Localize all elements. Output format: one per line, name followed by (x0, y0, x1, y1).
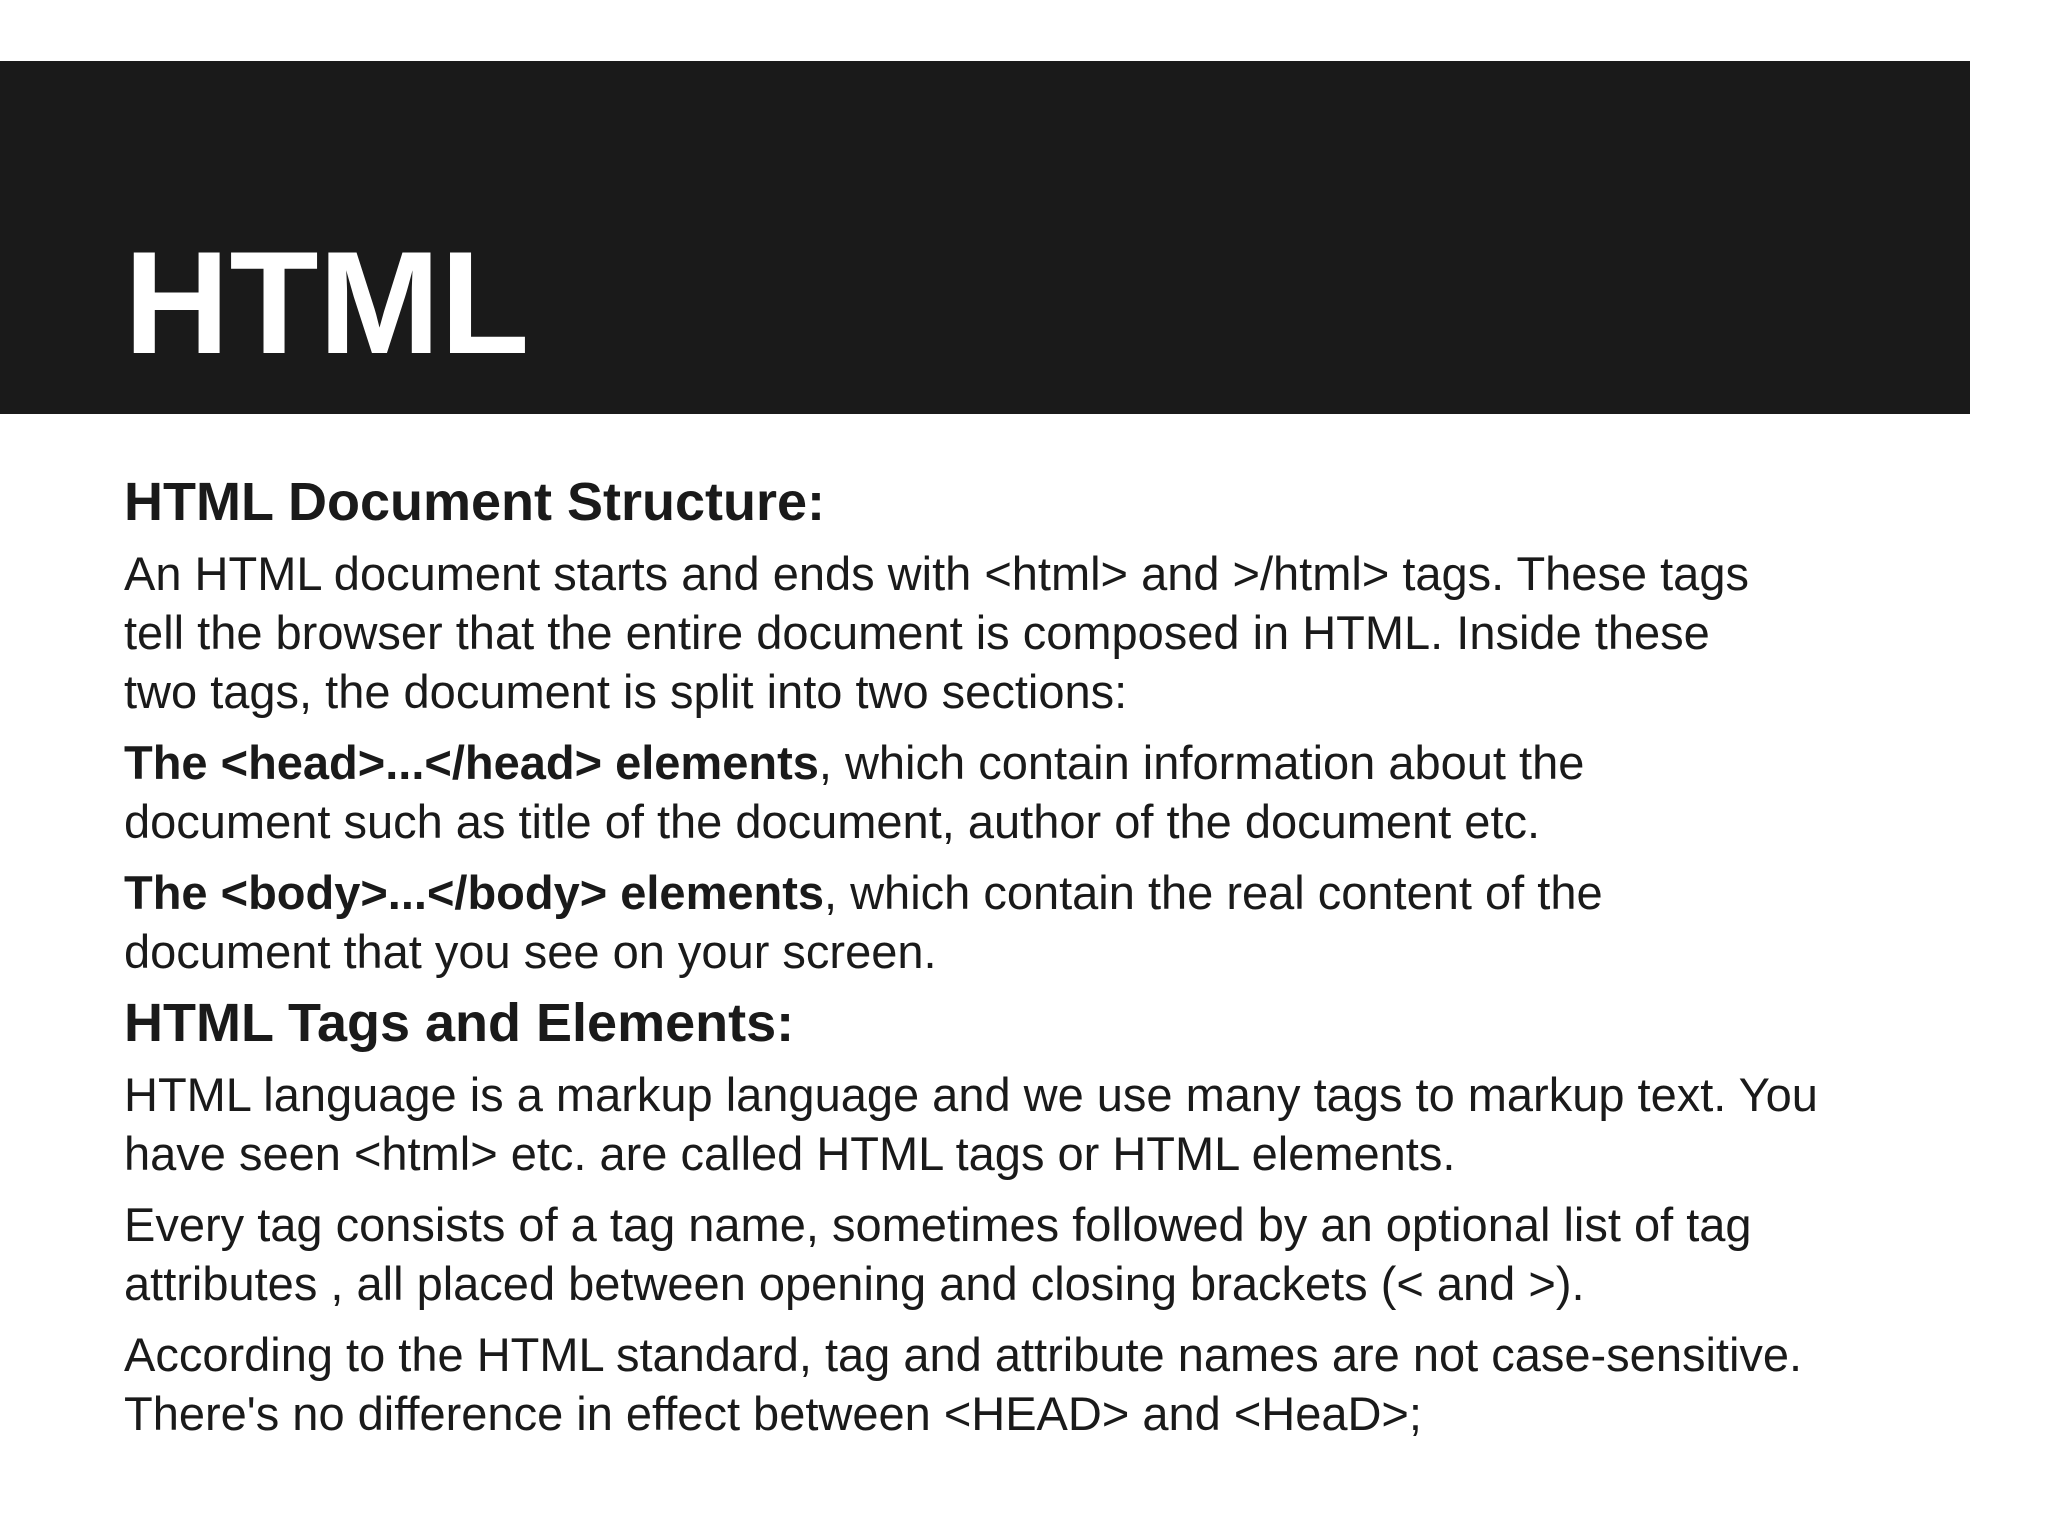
head-line-2: document such as title of the document, author of the document etc. (124, 795, 1541, 848)
body-line-1 (124, 863, 1924, 922)
intro-line: two tags, the document is split into two sections: (124, 665, 1128, 718)
head-elements-term: The <head>...</head> elements (124, 736, 819, 789)
heading-document-structure: HTML Document Structure: (124, 472, 826, 532)
body-elements-paragraph (124, 863, 1924, 981)
tag-line: attributes , all placed between opening and closing brackets (< and >). (124, 1257, 1585, 1310)
head-description: , which contain information about the (818, 736, 1585, 789)
heading-tags-elements: HTML Tags and Elements: (124, 993, 795, 1053)
intro-paragraph (124, 544, 1924, 721)
slide-content (124, 472, 1924, 1455)
tag-line: Every tag consists of a tag name, sometimes followed by an optional list of tag (124, 1198, 1752, 1251)
tag-structure-paragraph (124, 1195, 1924, 1313)
body-description: , which contain the real content of the (824, 866, 1603, 919)
markup-paragraph (124, 1065, 1924, 1183)
markup-line: have seen <html> etc. are called HTML tags or HTML elements. (124, 1127, 1456, 1180)
head-elements-paragraph (124, 733, 1924, 851)
markup-line: HTML language is a markup language and we use many tags to markup text. You (124, 1068, 1818, 1121)
head-line-1 (124, 733, 1924, 792)
case-line: According to the HTML standard, tag and attribute names are not case-sensitive. (124, 1328, 1803, 1381)
body-line-2: document that you see on your screen. (124, 925, 937, 978)
case-sensitivity-paragraph (124, 1325, 1924, 1443)
intro-line: An HTML document starts and ends with <html> and >/html> tags. These tags (124, 547, 1749, 600)
body-elements-term: The <body>...</body> elements (124, 866, 824, 919)
slide-title: HTML (124, 221, 530, 384)
case-line: There's no difference in effect between <HEAD> and <HeaD>; (124, 1387, 1422, 1440)
intro-line: tell the browser that the entire document is composed in HTML. Inside these (124, 606, 1710, 659)
